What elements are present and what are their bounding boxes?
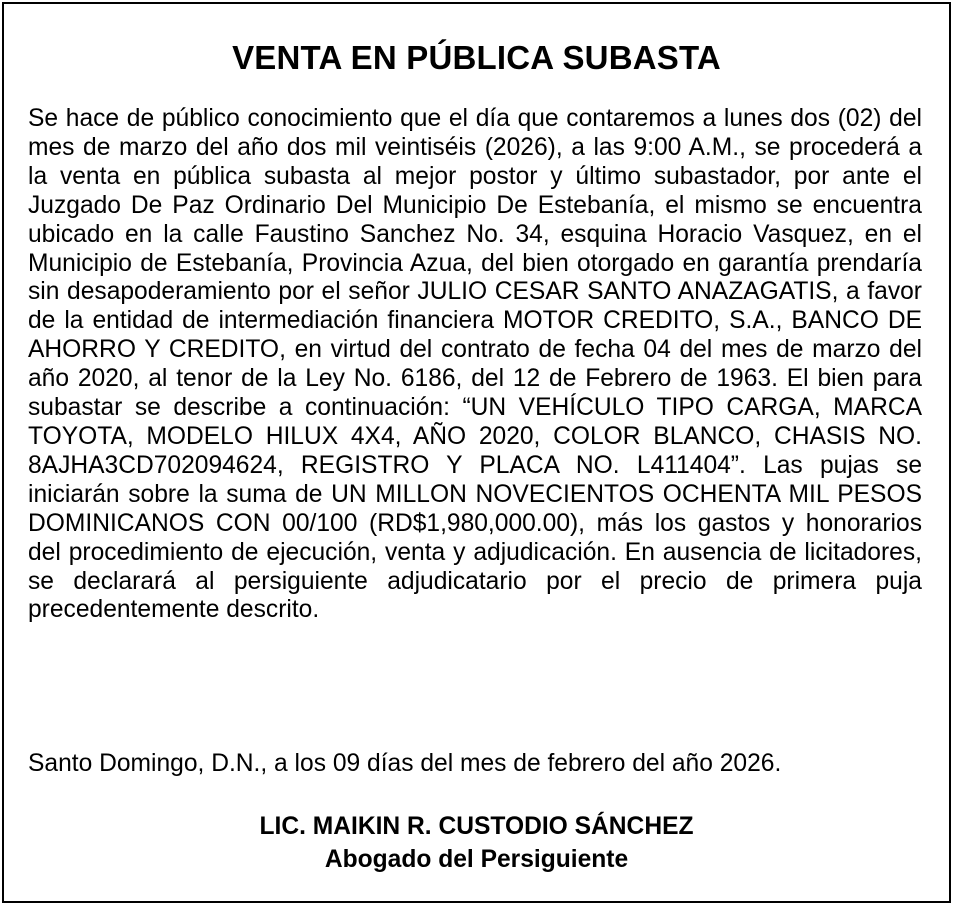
notice-date-line: Santo Domingo, D.N., a los 09 días del mes de febrero del año 2026.: [28, 750, 782, 777]
legal-notice: [2, 2, 951, 903]
notice-body: Se hace de público conocimiento que el día que contaremos a lunes dos (02) del mes de marzo del año dos mil veintiséis (2026), a las 9:00 A.M., se procederá a la venta en pública subasta al mejor postor y último subastador, por ante el Juzgado De Paz Ordinario Del Municipio De Estebanía, el mismo se encuentra ubicado en la calle Faustino Sanchez No. 34, esquina Horacio Vasquez, en el Municipio de Estebanía, Provincia Azua, del bien otorgado en garantía prendaría sin desapoderamiento por el señor JULIO CESAR SANTO ANAZAGATIS, a favor de la entidad de intermediación financiera MOTOR CREDITO, S.A., BANCO DE AHORRO Y CREDITO, en virtud del contrato de fecha 04 del mes de marzo del año 2020, al tenor de la Ley No. 6186, del 12 de Febrero de 1963. El bien para subastar se describe a continuación: “UN VEHÍCULO TIPO CARGA, MARCA TOYOTA, MODELO HILUX 4X4, AÑO 2020, COLOR BLANCO, CHASIS NO. 8AJHA3CD702094624, REGISTRO Y PLACA NO. L411404”. Las pujas se iniciarán sobre la suma de UN MILLON NOVECIENTOS OCHENTA MIL PESOS DOMINICANOS CON 00/100 (RD$1,980,000.00), más los gastos y honorarios del procedimiento de ejecución, venta y adjudicación. En ausencia de licitadores, se declarará al persiguiente adjudicatario por el precio de primera puja precedentemente descrito.: [28, 105, 922, 624]
notice-title: VENTA EN PÚBLICA SUBASTA: [232, 39, 721, 76]
signer-role: Abogado del Persiguiente: [324, 846, 629, 873]
signer-name: LIC. MAIKIN R. CUSTODIO SÁNCHEZ: [259, 813, 694, 840]
